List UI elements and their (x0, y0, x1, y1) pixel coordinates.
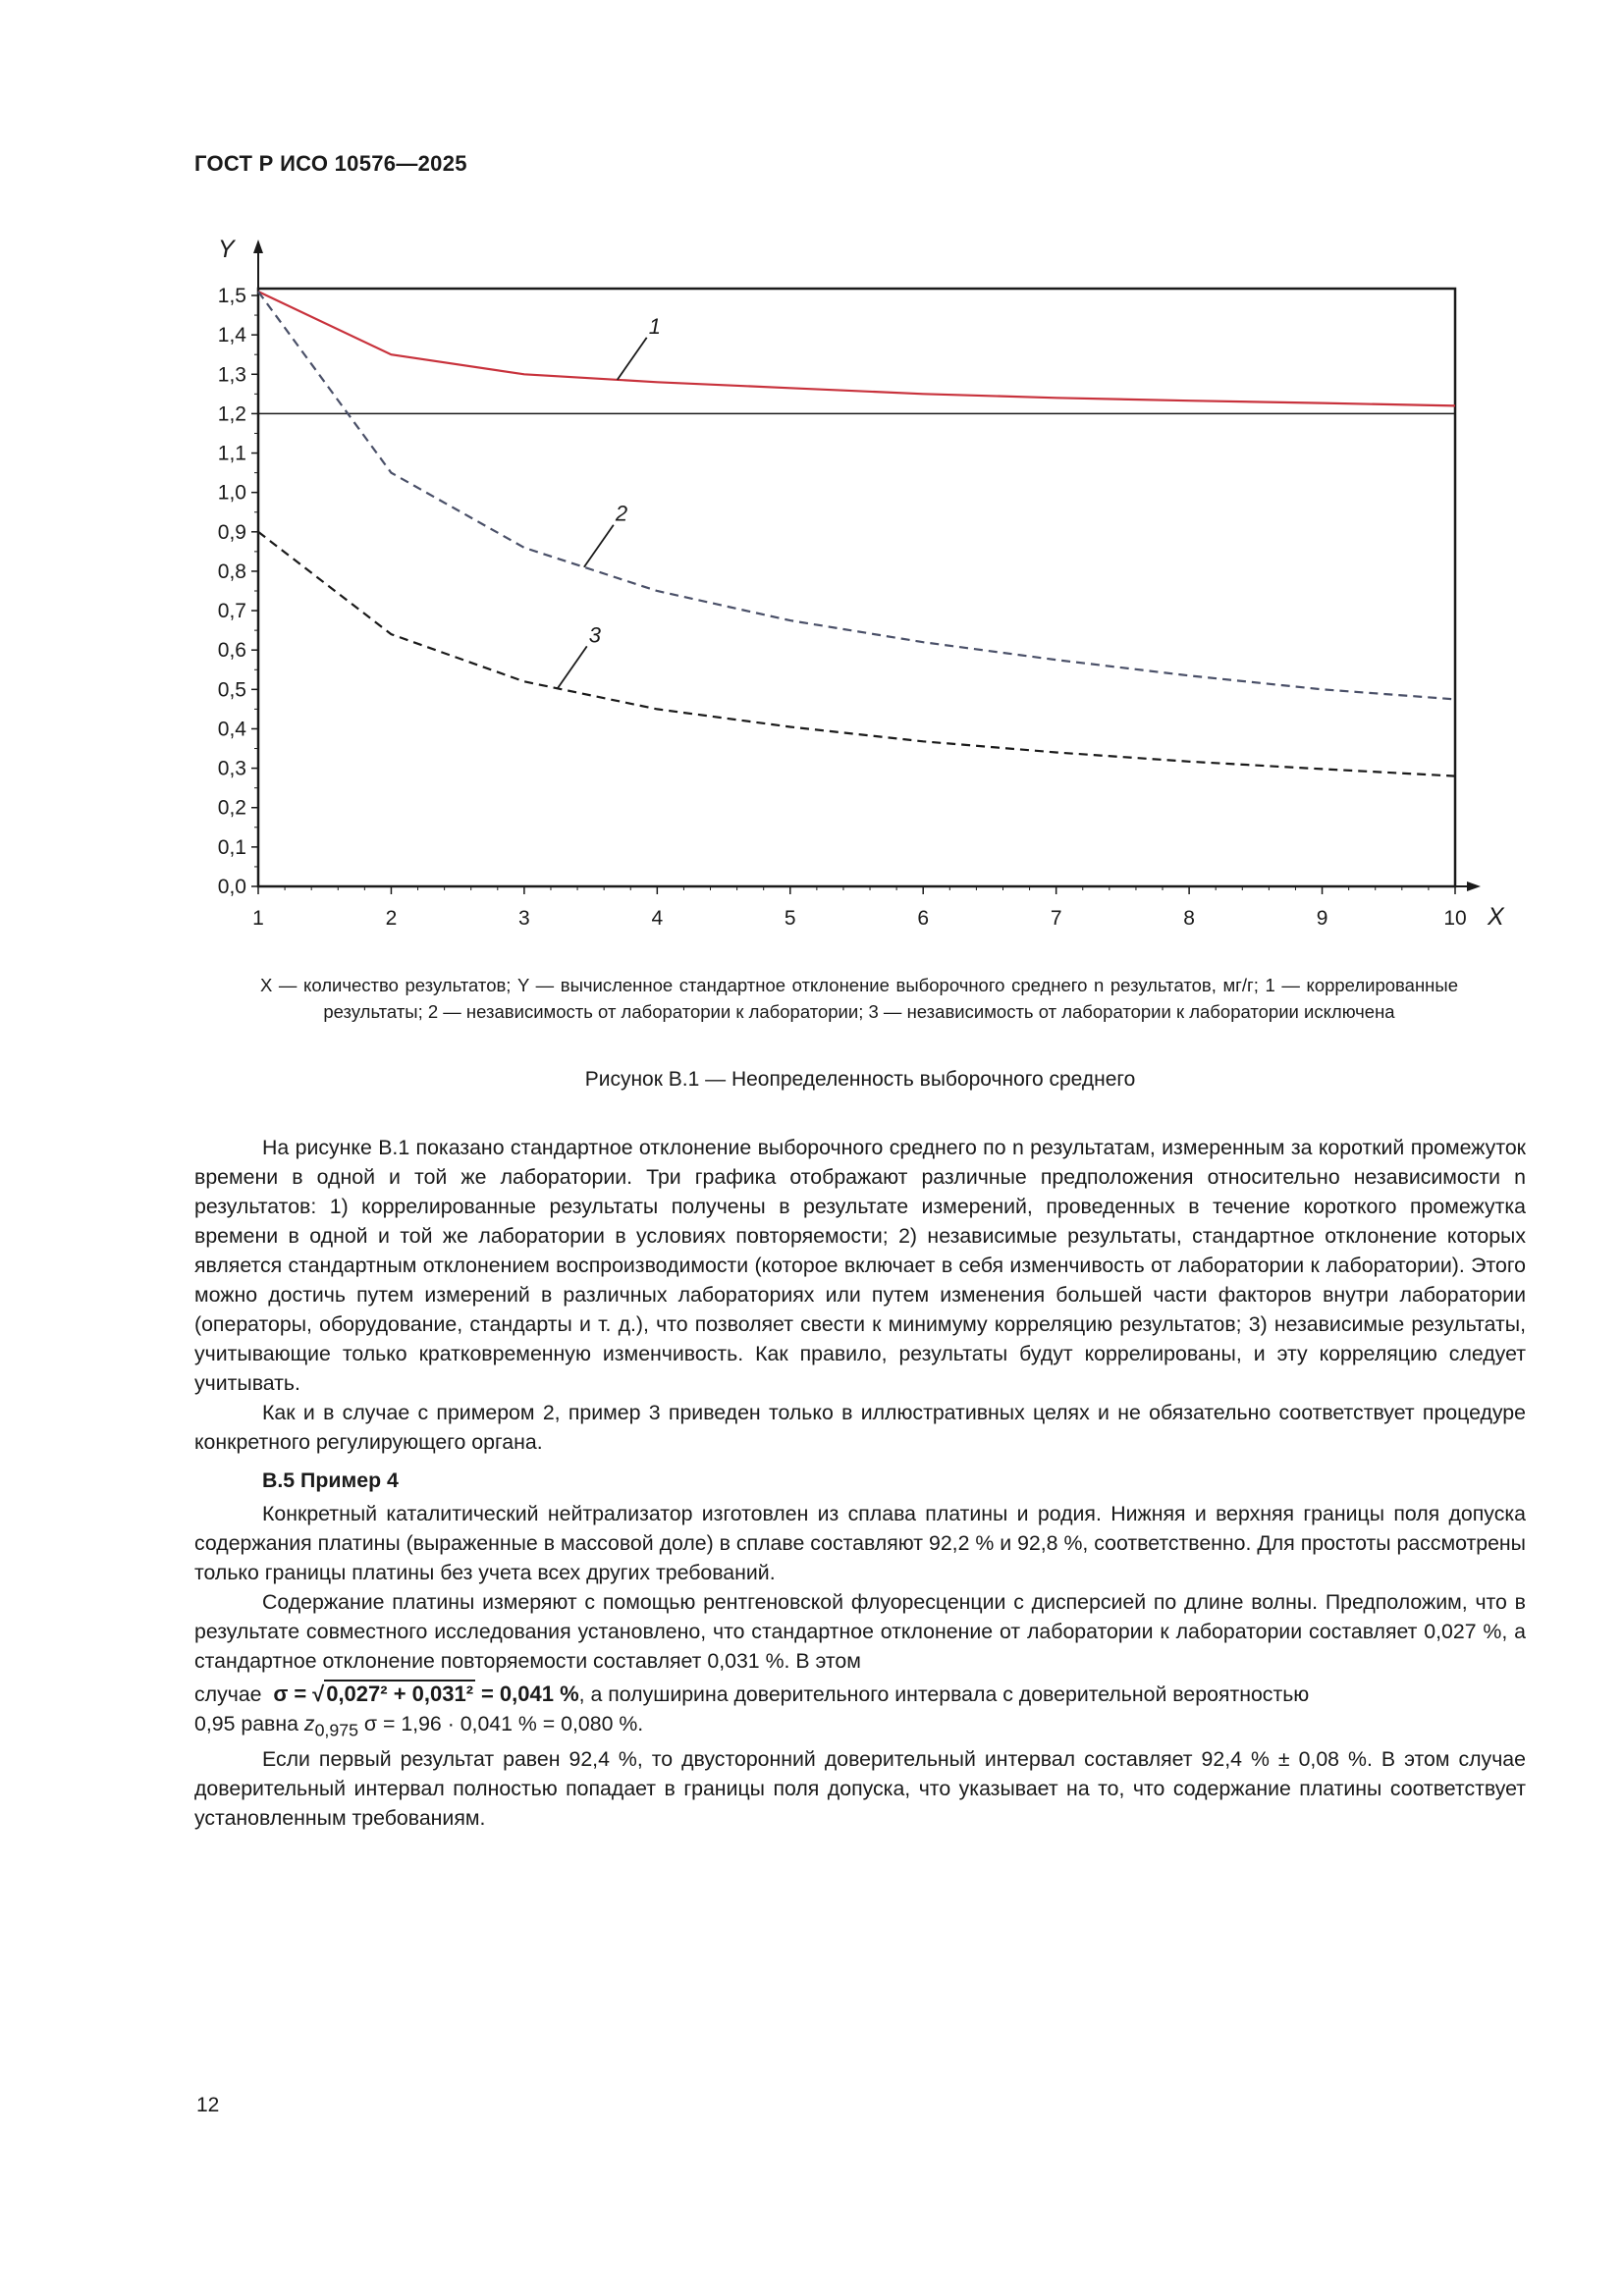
y-axis-title: Y (218, 236, 235, 263)
x-tick-label: 4 (651, 907, 664, 930)
z-subscript: 0,975 (314, 1720, 358, 1740)
formula-tail: , а полуширина доверительного интервала с доверительной вероятностью (578, 1682, 1310, 1706)
confidence-tail: σ = 1,96 · 0,041 % = 0,080 %. (363, 1712, 644, 1735)
formula-result: = 0,041 % (480, 1682, 579, 1706)
curve-label-1: 1 (648, 313, 661, 339)
x-tick-label: 6 (917, 907, 930, 930)
y-axis-arrowhead (253, 240, 263, 253)
curve-label-3: 3 (588, 622, 601, 648)
x-axis-title: X (1488, 903, 1504, 931)
y-tick-label: 0,4 (217, 718, 246, 741)
x-tick-label: 10 (1443, 907, 1467, 930)
curve-label-2: 2 (615, 501, 628, 526)
document-header: ГОСТ Р ИСО 10576—2025 (194, 151, 467, 176)
y-tick-label: 0,3 (217, 757, 246, 780)
y-tick-label: 1,4 (217, 324, 246, 347)
y-tick-label: 0,9 (217, 520, 246, 544)
sigma-symbol: σ (273, 1682, 289, 1706)
curve-label-leader (558, 646, 587, 688)
uncertainty-chart (0, 0, 1624, 962)
paragraph-5: Если первый результат равен 92,4 %, то двусторонний доверительный интервал составляет 92,4 % ± 0,08 %. В этом случае доверительный интервал полностью попадает в границы поля допуска, что указывает на то, что содержание платины соответствует установленным требованиям. (194, 1747, 1526, 1831)
x-tick-label: 2 (385, 907, 398, 930)
y-tick-label: 0,7 (217, 600, 246, 623)
x-tick-label: 7 (1050, 907, 1062, 930)
series-line-1 (258, 292, 1455, 405)
y-tick-label: 1,0 (217, 481, 246, 505)
x-tick-label: 3 (518, 907, 530, 930)
y-tick-label: 0,2 (217, 796, 246, 820)
figure-caption: Рисунок В.1 — Неопределенность выборочного среднего (584, 1068, 1136, 1091)
y-tick-label: 1,5 (217, 285, 246, 307)
curve-label-leader (584, 525, 614, 567)
formula-equals: = (294, 1682, 307, 1706)
x-tick-label: 9 (1316, 907, 1328, 930)
formula-lead: случае (194, 1682, 262, 1706)
y-tick-label: 1,3 (217, 363, 246, 387)
z-symbol: z (303, 1712, 315, 1735)
chart-series (258, 292, 1455, 776)
y-tick-label: 1,2 (217, 402, 246, 426)
chart-labels (558, 314, 661, 688)
formula-line: случае σ = √0,027² + 0,031² = 0,041 %, а полуширина доверительного интервала с доверительной вероятностью (194, 1682, 1310, 1706)
x-tick-label: 1 (252, 907, 264, 930)
formula-radicand: 0,027² + 0,031² (326, 1682, 474, 1706)
page-number: 12 (196, 2094, 220, 2116)
y-tick-label: 0,6 (217, 639, 246, 663)
paragraph-3: Конкретный каталитический нейтрализатор изготовлен из сплава платины и родия. Нижняя и верхняя границы поля допуска содержания платины (выраженные в массовой доле) в сплаве составляют 92,2 % и 92,8 %, соответственно. Для простоты рассмотрены только границы платины без учета всех других требований. (194, 1502, 1526, 1584)
x-tick-label: 5 (784, 907, 796, 930)
x-tick-label: 8 (1183, 907, 1195, 930)
series-line-3 (258, 532, 1455, 776)
section-heading: В.5 Пример 4 (262, 1468, 399, 1492)
chart-axes (218, 236, 1505, 931)
series-line-2 (258, 292, 1455, 699)
confidence-lead: 0,95 равна (194, 1712, 298, 1735)
body-text (194, 1133, 1526, 1833)
y-tick-label: 0,1 (217, 835, 246, 859)
figure-legend: X — количество результатов; Y — вычисленное стандартное отклонение выборочного среднего n результатов, мг/г; 1 — коррелированные результаты; 2 — независимость от лаборатории к лаборатории; 3 — независимость от лаборатории к лаборатории исключена (260, 975, 1458, 1022)
paragraph-2: Как и в случае с примером 2, пример 3 приведен только в иллюстративных целях и не обязательно соответствует процедуре конкретного регулирующего органа. (194, 1401, 1526, 1454)
y-tick-label: 1,1 (217, 442, 246, 465)
x-axis-arrowhead (1467, 881, 1481, 891)
y-tick-label: 0,5 (217, 678, 246, 702)
paragraph-1: На рисунке В.1 показано стандартное отклонение выборочного среднего по n результатам, измеренным за короткий промежуток времени в одной и той же лаборатории. Три графика отображают различные предположения относительно независимости n результатов: 1) коррелированные результаты получены в результате измерений, проведенных в течение короткого промежутка времени в одной и той же лаборатории в условиях повторяемости; 2) независимые результаты, стандартное отклонение которых является стандартным отклонением воспроизводимости (которое включает в себя изменчивость от лаборатории к лаборатории). Этого можно достичь путем измерений в различных лабораториях или путем изменения большей части факторов внутри лаборатории (операторы, оборудование, стандарты и т. д.), что позволяет свести к минимуму корреляцию результатов; 3) независимые результаты, учитывающие только кратковременную изменчивость. Как правило, результаты будут коррелированы, и эту корреляцию следует учитывать. (194, 1136, 1526, 1395)
paragraph-4: Содержание платины измеряют с помощью рентгеновской флуоресценции с дисперсией по длине волны. Предположим, что в результате совместного исследования установлено, что стандартное отклонение от лаборатории к лаборатории составляет 0,027 %, а стандартное отклонение повторяемости составляет 0,031 %. В этом (194, 1590, 1526, 1673)
y-tick-label: 0,0 (217, 876, 246, 898)
confidence-line (194, 1709, 1526, 1744)
plot-frame (258, 289, 1455, 886)
curve-label-leader (618, 338, 647, 380)
y-tick-label: 0,8 (217, 560, 246, 583)
